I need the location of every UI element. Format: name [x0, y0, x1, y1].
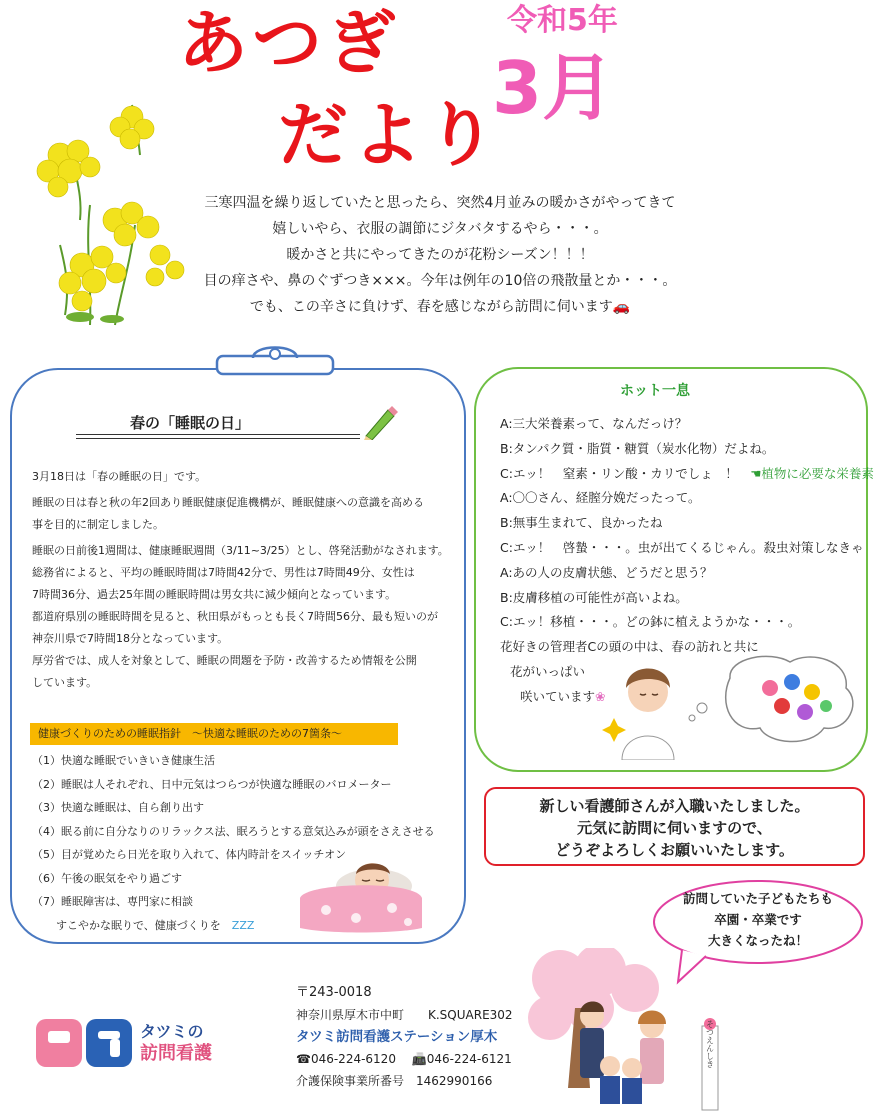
dialog-line: C:エッ！ 啓蟄・・・。虫が出てくるじゃん。殺虫対策しなきゃ [500, 539, 864, 555]
logo-text-1: タツミの [140, 1022, 204, 1041]
pencil-icon [362, 404, 398, 440]
list-item: （1）快適な睡眠でいきいき健康生活 [32, 754, 215, 767]
dialog-line: C:エッ！移植・・・。どの鉢に植えようかな・・・。 [500, 614, 801, 630]
phone-fax-line [296, 1048, 513, 1070]
speech-bubble-text [651, 888, 865, 951]
list-item: （5）目が覚めたら日光を取り入れて、体内時計をスイッチオン [32, 848, 347, 861]
dialog-line: 花がいっぱい [510, 663, 586, 679]
nutrient-note: ☚植物に必要な栄養素 [750, 465, 874, 481]
notice-line: 新しい看護師さんが入職いたしました。 [539, 797, 810, 815]
text-line: 7時間36分、過去25年間の睡眠時間は男女共に減少傾向となっています。 [32, 588, 397, 601]
dialog-line: A:〇〇さん、経膣分娩だったって。 [500, 490, 701, 506]
sleep-paragraph-2 [32, 492, 457, 536]
dialog-line: B:無事生まれて、良かったね [500, 515, 663, 531]
notice-line: どうぞよろしくお願いいたします。 [555, 841, 794, 859]
logo-text-2: 訪問看護 [140, 1043, 212, 1064]
zzz-text: ZZZ [231, 918, 255, 932]
dialog-text: 咲いています [520, 688, 596, 704]
dialog-line: 花好きの管理者Cの頭の中は、春の訪れと共に [500, 639, 759, 655]
title-underline [76, 434, 360, 435]
intro-line: 暖かさと共にやってきたのが花粉シーズン！！！ [286, 247, 594, 263]
title-line-1: あつぎ [178, 2, 400, 84]
fax-icon: 📠 [399, 1052, 427, 1066]
sleep-paragraph-3 [32, 540, 457, 694]
intro-line: でも、この辛さに負けず、春を感じながら訪問に伺います🚗 [249, 299, 631, 315]
coffee-break-title: ホット一息 [620, 383, 690, 399]
text-line: 睡眠の日は春と秋の年2回あり睡眠健康促進機構が、睡眠健康への意識を高める [32, 496, 424, 509]
fax-number: 046-224-6121 [426, 1052, 512, 1066]
bubble-line: 訪問していた子どもたちも [682, 891, 833, 906]
era-label: 令和5年 [507, 3, 618, 38]
dialog-line: B:タンパク質・脂質・糖質（炭水化物）だよね。 [500, 440, 775, 456]
intro-line: 嬉しいやら、衣服の調節にジタバタするやら・・・。 [272, 221, 608, 237]
nurse-illustration [600, 648, 862, 760]
text-line: 神奈川県で7時間18分となっています。 [32, 632, 229, 645]
title-underline [76, 438, 360, 439]
contact-info [296, 982, 513, 1092]
title-line-2: だより [278, 94, 500, 176]
list-item: （7）睡眠障害は、専門家に相談 [32, 895, 193, 908]
intro-line: 目の痒さや、鼻のぐずつき×××。今年は例年の10倍の飛散量とか・・・。 [203, 273, 677, 289]
postal-code: 〒243-0018 [296, 985, 372, 1000]
address: 神奈川県厚木市中町 K.SQUARE302 [296, 1008, 513, 1022]
list-item: （6）午後の眠気をやり過ごす [32, 871, 182, 885]
flower-icon: ❀ [595, 688, 606, 704]
text-line: 3月18日は「春の睡眠の日」です。 [32, 470, 207, 483]
station-name: タツミ訪問看護ステーション厚木 [296, 1029, 498, 1045]
intro-line: 三寒四温を繰り返していたと思ったら、突然4月並みの暖かさがやってきて [204, 195, 676, 211]
text-line: 総務省によると、平均の睡眠時間は7時間42分で、男性は7時間49分、女性は [32, 566, 415, 579]
sign-text: そつえんしき [705, 1020, 715, 1068]
sleep-day-title: 春の「睡眠の日」 [130, 414, 251, 432]
text-line: 厚労省では、成人を対象として、睡眠の問題を予防・改善するため情報を公開 [32, 654, 417, 667]
dialog-line: B:皮膚移植の可能性が高いよね。 [500, 589, 688, 605]
dialog-line [500, 462, 874, 487]
dialog-line: A:あの人の皮膚状態、どうだと思う？ [500, 564, 713, 580]
list-item: （2）睡眠は人それぞれ、日中元気はつらつが快適な睡眠のバロメーター [32, 777, 392, 791]
intro-text [160, 190, 720, 320]
list-item: （3）快適な睡眠は、自ら創り出す [32, 801, 204, 814]
text-line: しています。 [32, 676, 98, 689]
text-line: 都道府県別の睡眠時間を見ると、秋田県がもっとも長く7時間56分、最も短いのが [32, 610, 438, 623]
license-number: 介護保険事業所番号 1462990166 [296, 1074, 493, 1088]
graduation-family-illustration [520, 948, 750, 1113]
text-line: 事を目的に制定しました。 [32, 518, 164, 531]
bubble-line: 卒園・卒業です [714, 912, 802, 927]
notice-line: 元気に訪問に伺いますので、 [577, 819, 772, 837]
text-line: 睡眠の日前後1週間は、健康睡眠週間（3/11~3/25）とし、啓発活動がなされます。 [32, 544, 449, 557]
new-nurse-notice [484, 787, 865, 866]
phone-number: ☎046-224-6120 [296, 1052, 396, 1066]
sleep-guide-heading: 健康づくりのための睡眠指針 ～快適な睡眠のための7箇条～ [30, 723, 398, 745]
dialog-line: A:三大栄養素って、なんだっけ？ [500, 416, 688, 431]
list-item: （4）眠る前に自分なりのリラックス法、眠ろうとする意気込みが頭をさえさせる [32, 824, 435, 838]
tatsumi-logo [36, 1013, 236, 1073]
clipboard-clip-icon [215, 342, 335, 376]
dialog-text: C:エッ！ 窒素・リン酸・カリでしょ ！ [500, 465, 738, 481]
bubble-line: 大きくなったね！ [707, 933, 808, 948]
month-label: 3月 [492, 46, 615, 130]
closing-text: すこやかな眠りで、健康づくりを [56, 918, 221, 932]
sleep-paragraph-1 [32, 466, 457, 488]
sleeping-girl-illustration [296, 858, 426, 933]
